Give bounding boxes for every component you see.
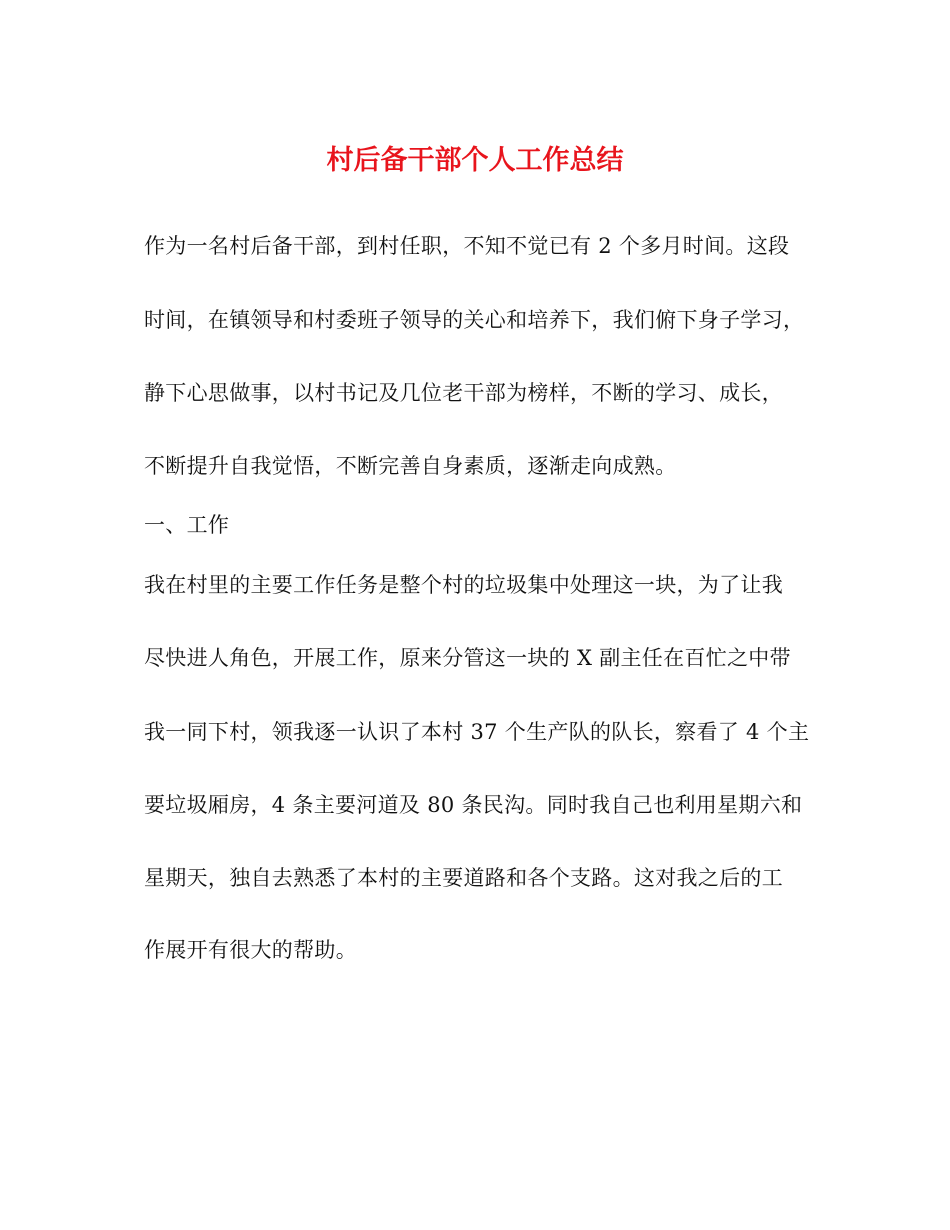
paragraph-line: 要垃圾厢房，4 条主要河道及 80 条民沟。同时我自己也利用星期六和	[144, 793, 803, 817]
paragraph-line: 尽快进人角色，开展工作，原来分管这一块的 X 副主任在百忙之中带	[144, 646, 791, 670]
paragraph-line: 我在村里的主要工作任务是整个村的垃圾集中处理这一块，为了让我	[144, 573, 783, 597]
document-title: 村后备干部个人工作总结	[326, 145, 624, 176]
paragraph-line: 我一同下村，领我逐一认识了本村 37 个生产队的队长，察看了 4 个主	[144, 720, 810, 744]
paragraph-line: 时间，在镇领导和村委班子领导的关心和培养下，我们俯下身子学习，	[144, 308, 805, 332]
section-heading: 一、工作	[144, 513, 230, 537]
paragraph-line: 不断提升自我觉悟，不断完善自身素质，逐渐走向成熟。	[144, 454, 677, 478]
paragraph-line: 星期天，独自去熟悉了本村的主要道路和各个支路。这对我之后的工	[144, 866, 783, 890]
paragraph-line: 作展开有很大的帮助。	[144, 938, 357, 962]
paragraph-line: 作为一名村后备干部，到村任职，不知不觉已有 2 个多月时间。这段	[144, 234, 790, 258]
paragraph-line: 静下心思做事，以村书记及几位老干部为榜样，不断的学习、成长，	[144, 381, 783, 405]
